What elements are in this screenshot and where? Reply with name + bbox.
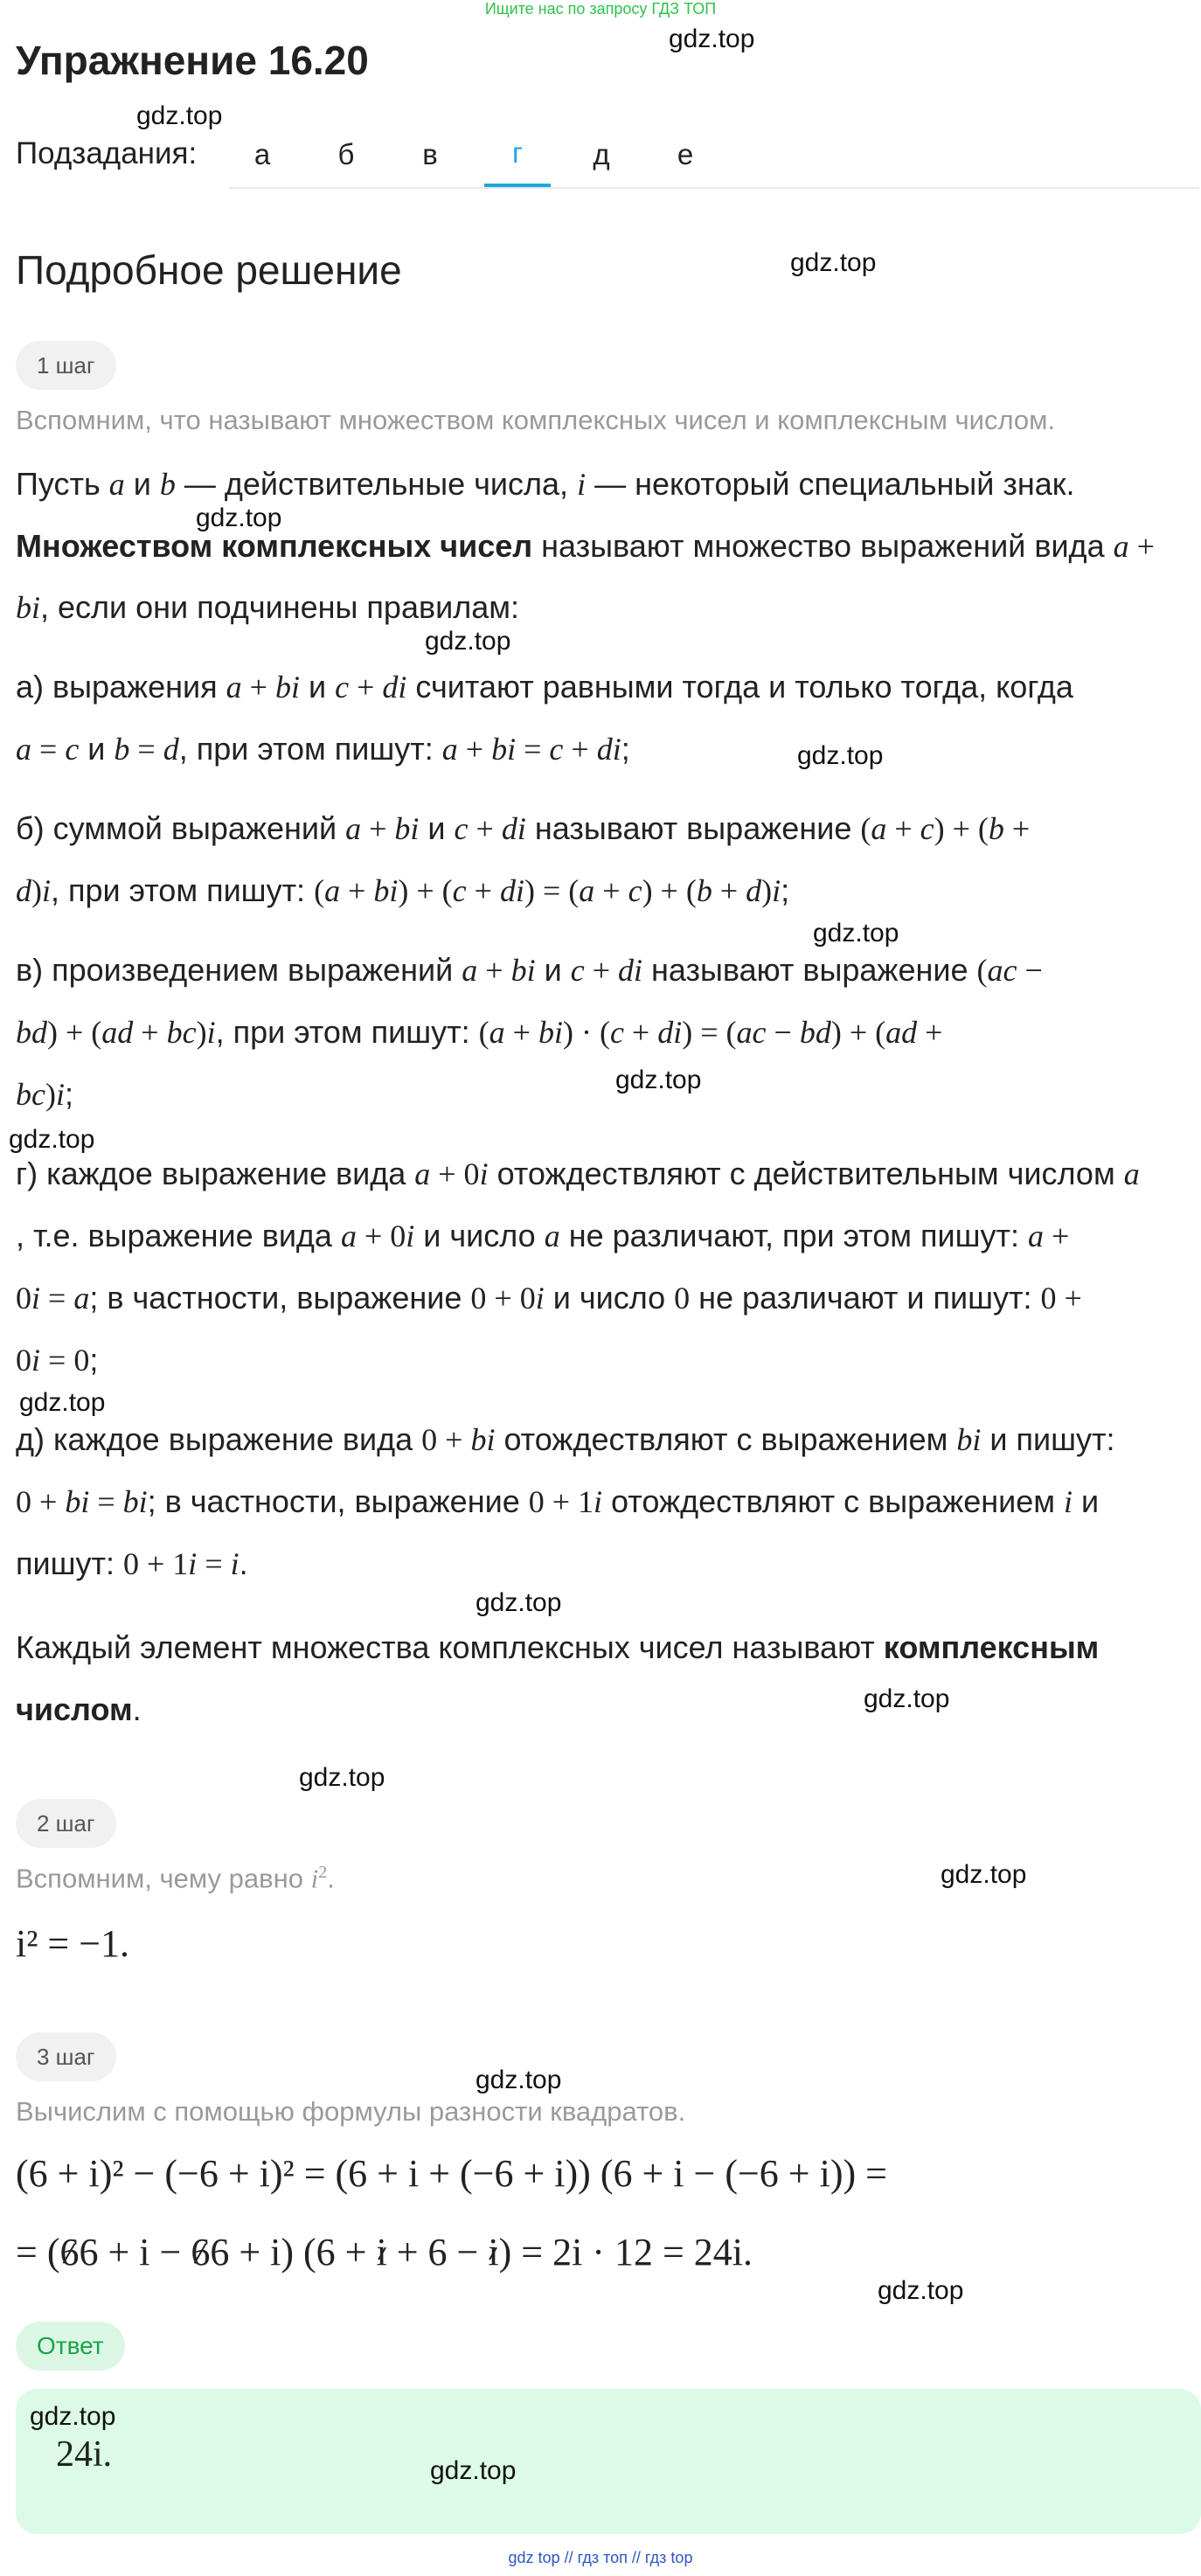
rule-b-line-2: d)i, при этом пишут: (a + bi) + (c + di) = (a + c) + (b + d)i;: [16, 872, 790, 908]
step-3-formula-line-2: = (66 + i − 66 + i) (6 + i + 6 − i) = 2i · 12 = 24i.: [16, 2231, 753, 2274]
answer-badge: Ответ: [16, 2322, 125, 2371]
cancelled-term: 6: [59, 2231, 80, 2274]
rule-v-line-3: bc)i;: [16, 1076, 74, 1112]
step-3-badge: 3 шаг: [16, 2032, 116, 2081]
definition-line-1: Пусть a и b — действительные числа, i — некоторый специальный знак.: [16, 466, 1075, 502]
step-1-badge: 1 шаг: [16, 341, 116, 390]
rule-b-line-1: б) суммой выражений a + bi и c + di называют выражение (a + c) + (b +: [16, 810, 1031, 846]
step-2-description: Вспомним, чему равно $i^2$.: [16, 1863, 335, 1894]
subtask-tab-e[interactable]: е: [677, 138, 694, 170]
subtask-tab-d[interactable]: д: [593, 138, 610, 170]
step-1-description: Вспомним, что называют множеством комплексных чисел и комплексным числом.: [16, 405, 1056, 435]
watermark: gdz.top: [136, 101, 223, 130]
rule-d-line-2: 0 + bi = bi; в частности, выражение 0 + 1i отождествляют с выражением i и: [16, 1483, 1100, 1519]
watermark: gdz.top: [30, 2402, 116, 2431]
watermark: gdz.top: [941, 1860, 1027, 1889]
rule-g-line-2: , т.е. выражение вида a + 0i и число a не различают, при этом пишут: a +: [16, 1218, 1070, 1253]
page-title: Упражнение 16.20: [16, 38, 369, 83]
watermark: gdz.top: [425, 627, 511, 656]
watermark: gdz.top: [196, 503, 282, 532]
watermark: gdz.top: [476, 2066, 562, 2094]
complex-number-definition-line-1: Каждый элемент множества комплексных чисел называют комплексным: [16, 1629, 1100, 1665]
cancelled-term: i: [376, 2231, 387, 2274]
answer-box: [16, 2389, 1201, 2534]
rule-d-line-3: пишут: 0 + 1i = i.: [16, 1545, 248, 1581]
watermark: gdz.top: [19, 1388, 106, 1417]
step-3-description: Вычислим с помощью формулы разности квадратов.: [16, 2096, 686, 2127]
subtask-tabs: [229, 122, 1199, 189]
subtask-tab-v[interactable]: в: [422, 138, 438, 170]
complex-number-definition-line-2: числом.: [16, 1691, 142, 1727]
subtasks-label: Подзадания:: [16, 136, 198, 170]
definition-line-3: bi, если они подчинены правилам:: [16, 589, 519, 625]
watermark: gdz.top: [864, 1684, 950, 1713]
rule-v-line-2: bd) + (ad + bc)i, при этом пишут: (a + bi) · (c + di) = (ac − bd) + (ad +: [16, 1014, 943, 1050]
step-3-formula-line-1: (6 + i)² − (−6 + i)² = (6 + i + (−6 + i)) (6 + i − (−6 + i)) =: [16, 2152, 887, 2195]
definition-line-2: Множеством комплексных чисел называют множество выражений вида a +: [16, 528, 1155, 564]
solution-heading: Подробное решение: [16, 247, 402, 293]
cancelled-term: 6: [191, 2231, 211, 2274]
subtask-tab-a[interactable]: а: [253, 138, 271, 170]
watermark: gdz.top: [299, 1763, 385, 1792]
watermark: gdz.top: [430, 2456, 517, 2485]
rule-g-line-1: г) каждое выражение вида a + 0i отождествляют с действительным числом a: [16, 1156, 1140, 1191]
watermark: gdz.top: [9, 1125, 95, 1154]
rule-d-line-1: д) каждое выражение вида 0 + bi отождествляют с выражением bi и пишут:: [16, 1421, 1115, 1457]
rule-v-line-1: в) произведением выражений a + bi и c + di называют выражение (ac −: [16, 952, 1043, 988]
search-hint-banner[interactable]: Ищите нас по запросу ГДЗ ТОП: [484, 0, 717, 17]
rule-a-line-2: a = c и b = d, при этом пишут: a + bi = c + di;: [16, 731, 630, 767]
subtask-tab-g-active[interactable]: г: [484, 122, 551, 187]
watermark: gdz.top: [813, 919, 899, 948]
watermark: gdz.top: [790, 248, 877, 277]
watermark: gdz.top: [669, 24, 755, 53]
watermark: gdz.top: [878, 2276, 964, 2305]
step-2-formula: i² = −1.: [16, 1922, 130, 1965]
watermark: gdz.top: [797, 741, 884, 770]
rule-g-line-3: 0i = a; в частности, выражение 0 + 0i и число 0 не различают и пишут: 0 +: [16, 1280, 1082, 1316]
watermark: gdz.top: [476, 1588, 562, 1617]
cancelled-term: i: [488, 2231, 499, 2274]
watermark: gdz.top: [615, 1066, 702, 1094]
rule-g-line-4: 0i = 0;: [16, 1342, 99, 1378]
subtask-tab-b[interactable]: б: [337, 138, 355, 170]
rule-a-line-1: а) выражения a + bi и c + di считают равными тогда и только тогда, когда: [16, 669, 1073, 705]
footer-links[interactable]: gdz top // гдз топ // гдз top: [508, 2549, 693, 2566]
answer-value: 24i.: [56, 2434, 113, 2475]
step-2-badge: 2 шаг: [16, 1799, 116, 1848]
